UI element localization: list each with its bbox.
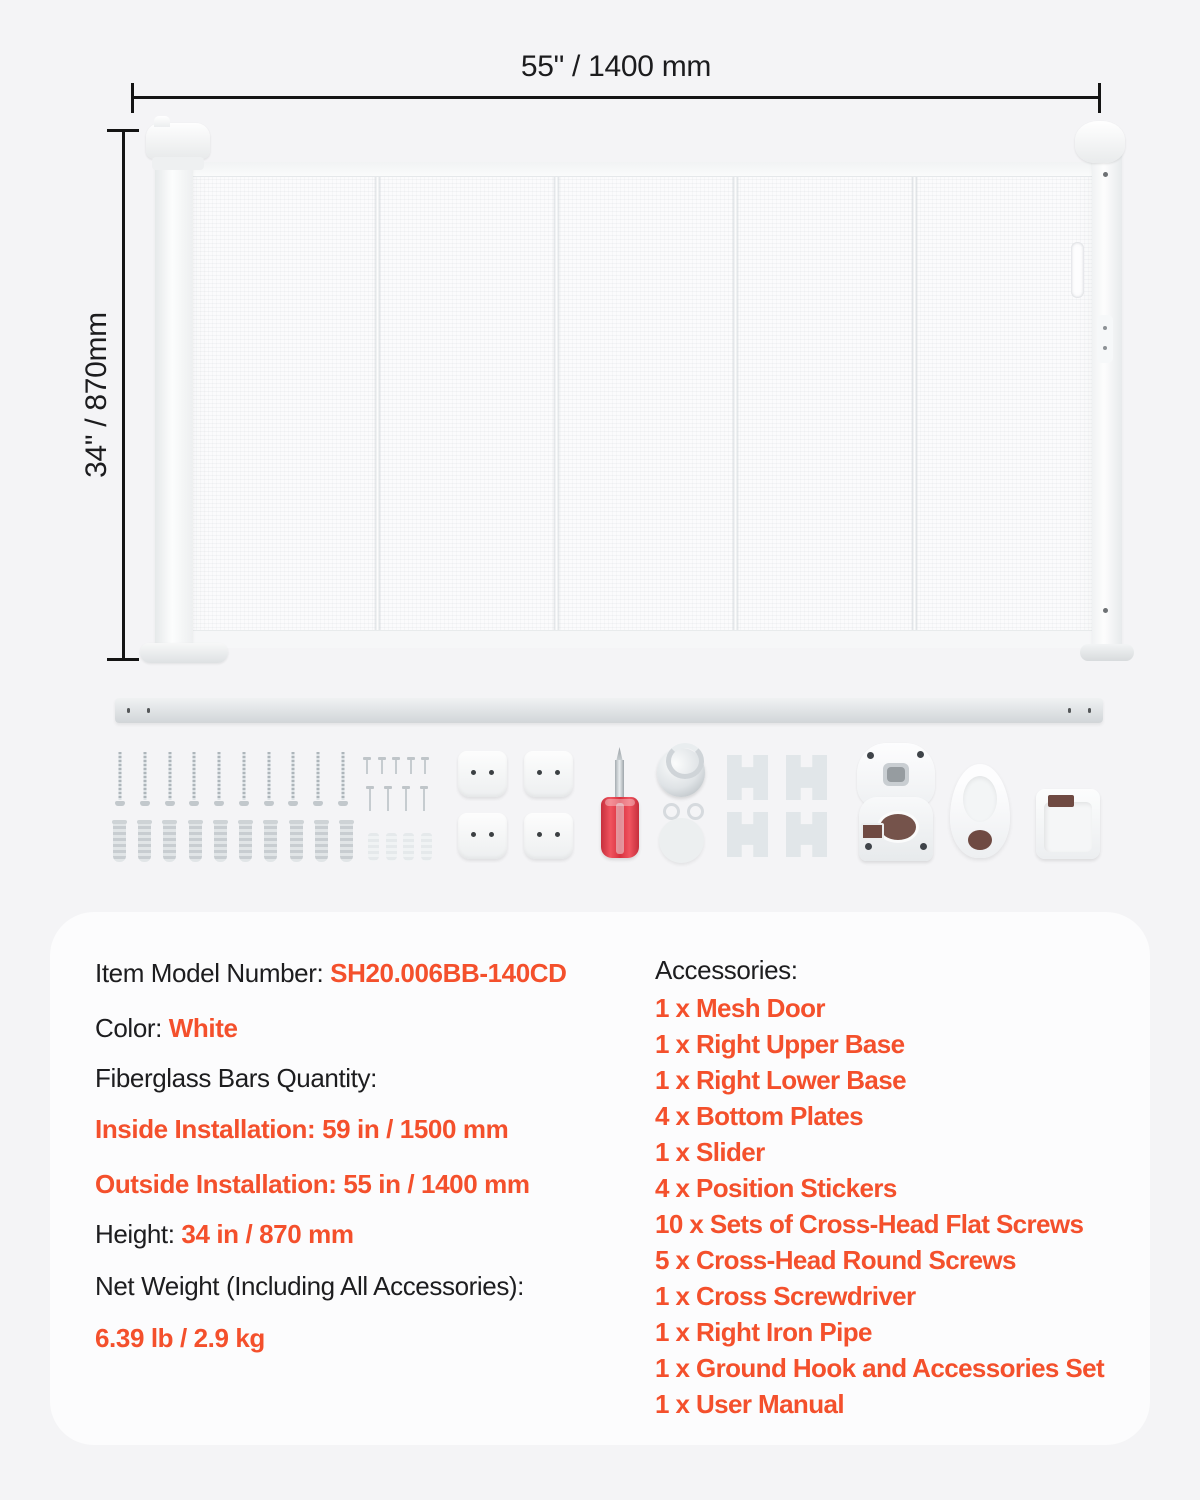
wall-anchor-icon xyxy=(189,820,202,862)
wall-anchor-icon xyxy=(290,820,303,862)
height-dimension-text: 34" / 870mm xyxy=(80,312,113,478)
slider-slot xyxy=(1048,795,1074,807)
left-post xyxy=(155,158,193,650)
accessories-title: Accessories: xyxy=(655,955,798,985)
width-dimension-tick-left xyxy=(131,83,134,113)
round-screw-icon xyxy=(392,757,400,775)
accessory-item: 4 x Position Stickers xyxy=(655,1173,897,1203)
bottom-plate xyxy=(524,751,573,797)
mesh-seam xyxy=(374,177,381,630)
wall-anchor-icon xyxy=(113,820,126,862)
mesh-bottom-rail xyxy=(192,630,1092,648)
pipe-hole xyxy=(1088,708,1091,713)
right-post-screw-dot xyxy=(1103,172,1108,177)
screwdriver-shaft xyxy=(615,760,624,800)
spec-row-model-number xyxy=(95,957,567,990)
spec-label: Fiberglass Bars Quantity: xyxy=(95,1063,377,1093)
light-anchor-icon xyxy=(403,833,414,861)
light-anchors-group xyxy=(368,833,432,861)
round-screw-icon xyxy=(363,757,371,775)
position-sticker xyxy=(786,755,827,800)
light-anchor-icon xyxy=(368,833,379,861)
wall-anchor-icon xyxy=(264,820,277,862)
flat-screws-group xyxy=(115,752,348,806)
position-sticker xyxy=(727,755,768,800)
width-dimension-label: 55" / 1400 mm xyxy=(520,50,712,83)
mesh-door-panel xyxy=(192,162,1092,648)
screw-dot xyxy=(917,751,924,758)
upper-base-slot xyxy=(861,823,884,840)
accessory-item: 1 x Mesh Door xyxy=(655,993,825,1023)
wall-anchor-icon xyxy=(239,820,252,862)
pipe-hole xyxy=(127,708,130,713)
flat-screw-icon xyxy=(140,752,150,806)
wall-anchor-icon xyxy=(340,820,353,862)
flat-screw-icon xyxy=(288,752,298,806)
left-post-collar xyxy=(152,157,204,170)
spec-row-inside-installation xyxy=(95,1113,508,1146)
spec-row-fiberglass-bars xyxy=(95,1062,377,1095)
ground-hook-ring xyxy=(666,743,704,779)
accessory-item: 1 x Cross Screwdriver xyxy=(655,1281,916,1311)
screw-dot xyxy=(865,843,872,850)
flat-screw-icon xyxy=(338,752,348,806)
small-screws-group xyxy=(366,786,428,812)
flat-screw-icon xyxy=(189,752,199,806)
mesh-seam xyxy=(553,177,560,630)
mesh-seam xyxy=(911,177,918,630)
position-sticker xyxy=(727,812,768,857)
spec-label: Color: xyxy=(95,1013,169,1043)
position-sticker xyxy=(786,812,827,857)
spec-value: Inside Installation: 59 in / 1500 mm xyxy=(95,1114,509,1144)
accessory-item: 1 x Right Upper Base xyxy=(655,1029,905,1059)
right-iron-pipe xyxy=(115,698,1103,723)
bottom-plate xyxy=(458,751,507,797)
right-post xyxy=(1092,150,1122,650)
accessory-item: 1 x Right Lower Base xyxy=(655,1065,906,1095)
spec-value: White xyxy=(168,1013,238,1043)
spec-label: Net Weight (Including All Accessories): xyxy=(95,1271,525,1301)
flat-screw-icon xyxy=(214,752,224,806)
accessory-item: 5 x Cross-Head Round Screws xyxy=(655,1245,1016,1275)
slider-recess xyxy=(1044,802,1092,852)
right-post-screw-dot xyxy=(1103,608,1108,613)
flat-screw-icon xyxy=(165,752,175,806)
flat-screw-icon xyxy=(313,752,323,806)
right-post-cap xyxy=(1075,121,1125,163)
screw-dot xyxy=(920,843,927,850)
left-post-cap xyxy=(146,123,210,159)
spec-row-weight-value xyxy=(95,1322,265,1355)
mesh-top-rail xyxy=(192,162,1092,177)
light-anchor-icon xyxy=(386,833,397,861)
height-dimension-tick-top xyxy=(107,129,139,132)
spec-row-color xyxy=(95,1012,238,1045)
spec-row-height xyxy=(95,1218,354,1251)
right-post-latch xyxy=(1097,315,1113,363)
wall-anchor-icon xyxy=(315,820,328,862)
flat-screw-icon xyxy=(264,752,274,806)
mesh-seam xyxy=(732,177,739,630)
right-lower-base xyxy=(950,764,1010,858)
round-screws-group xyxy=(363,757,429,775)
accessory-item: 1 x Ground Hook and Accessories Set xyxy=(655,1353,1105,1383)
spec-label: Item Model Number: xyxy=(95,958,331,988)
round-screw-icon xyxy=(378,757,386,775)
accessory-item: 1 x Right Iron Pipe xyxy=(655,1317,872,1347)
left-post-base xyxy=(140,643,228,663)
spec-row-net-weight xyxy=(95,1270,524,1303)
spec-row-outside-installation xyxy=(95,1168,530,1201)
ground-hook-disc xyxy=(657,748,705,797)
upper-base-socket xyxy=(883,763,909,786)
right-upper-base xyxy=(857,743,935,861)
cross-screwdriver xyxy=(601,797,639,858)
spec-value: Outside Installation: 55 in / 1400 mm xyxy=(95,1169,530,1199)
light-anchor-icon xyxy=(421,833,432,861)
accessory-item: 10 x Sets of Cross-Head Flat Screws xyxy=(655,1209,1084,1239)
o-ring-icon xyxy=(687,803,704,820)
bottom-plate xyxy=(458,813,507,859)
pipe-hole xyxy=(1068,708,1071,713)
wall-anchors-group xyxy=(113,820,353,863)
screw-dot xyxy=(867,752,874,759)
round-screw-icon xyxy=(421,757,429,775)
wall-anchor-icon xyxy=(138,820,151,862)
small-screw-icon xyxy=(366,786,374,812)
spec-label: Height: xyxy=(95,1219,182,1249)
ground-hook-cover xyxy=(659,818,704,863)
wall-anchor-icon xyxy=(163,820,176,862)
round-screw-icon xyxy=(407,757,415,775)
accessory-item: 4 x Bottom Plates xyxy=(655,1101,863,1131)
flat-screw-icon xyxy=(115,752,125,806)
spec-value: 34 in / 870 mm xyxy=(181,1219,354,1249)
height-dimension-tick-bottom xyxy=(107,658,139,661)
accessory-item: 1 x User Manual xyxy=(655,1389,844,1419)
right-post-base xyxy=(1080,644,1134,661)
width-dimension-tick-right xyxy=(1098,83,1101,113)
wall-anchor-icon xyxy=(214,820,227,862)
flat-screw-icon xyxy=(239,752,249,806)
pipe-hole xyxy=(147,708,150,713)
small-screw-icon xyxy=(402,786,410,812)
mesh-handle-slot xyxy=(1071,242,1084,298)
small-screw-icon xyxy=(420,786,428,812)
height-dimension-line xyxy=(122,130,125,660)
lower-base-recess xyxy=(963,776,997,822)
slider xyxy=(1036,789,1100,859)
accessory-item: 1 x Slider xyxy=(655,1137,765,1167)
small-screw-icon xyxy=(384,786,392,812)
spec-value: SH20.006BB-140CD xyxy=(330,958,567,988)
width-dimension-line xyxy=(132,96,1100,99)
bottom-plate xyxy=(524,813,573,859)
lower-base-hole xyxy=(968,830,992,850)
spec-value: 6.39 lb / 2.9 kg xyxy=(95,1323,265,1353)
accessories-list xyxy=(655,990,1115,1422)
